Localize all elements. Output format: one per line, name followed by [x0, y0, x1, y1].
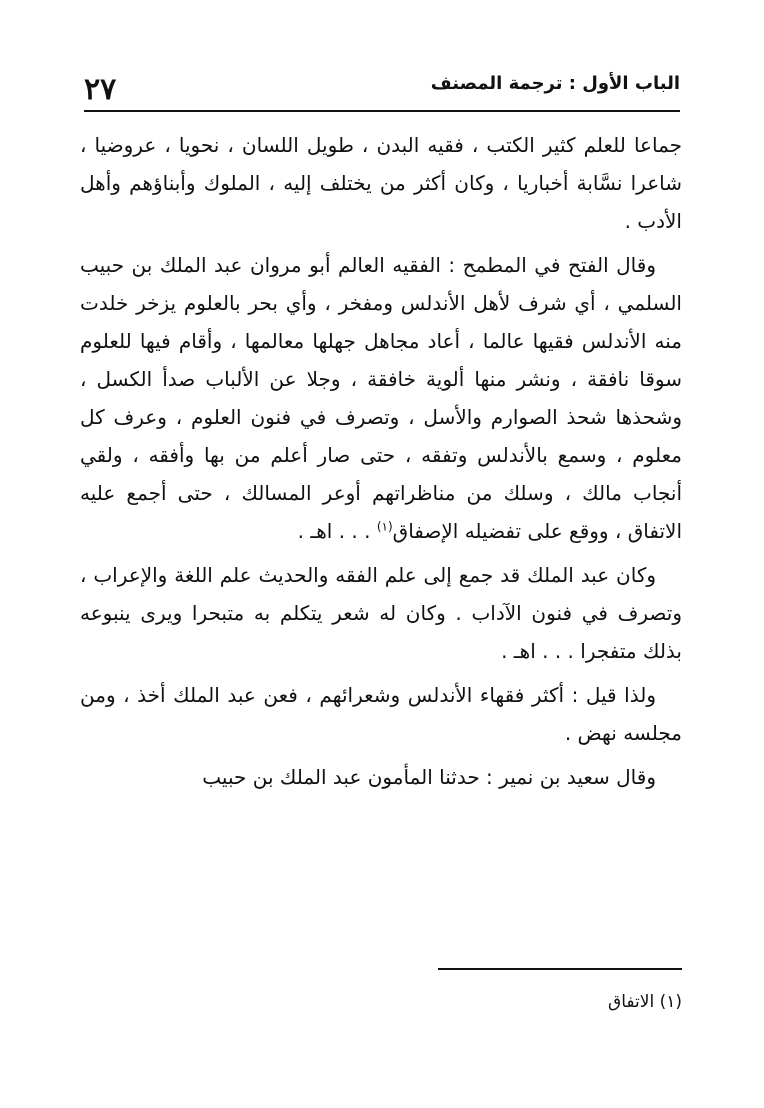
main-text — [80, 126, 682, 802]
paragraph-2 — [80, 246, 682, 550]
paragraph-4: ولذا قيل : أكثر فقهاء الأندلس وشعرائهم ، فعن عبد الملك أخذ ، ومن مجلسه نهض . — [80, 683, 682, 745]
header-rule — [84, 110, 680, 112]
paragraph-2-text: وقال الفتح في المطمح : الفقيه العالم أبو مروان عبد الملك بن حبيب السلمي ، أي شرف لأهل الأندلس ومفخر ، وأي بحر بالعلوم يزخر خلدت منه الأندلس فقيها عالما ، أعاد مجاهل جهلها معالمها ، وأقام فيها للعلوم سوقا نافقة ، ونشر منها ألوية خافقة ، وجلا عن الألباب صدأ الكسل ، وشحذها شحذ الصوارم والأسل ، وتصرف في فنون العلوم ، وعرف كل معلوم ، وسمع بالأندلس وتفقه ، حتى صار أعلم من بها وأفقه ، ولقي أنجاب مالك ، وسلك من مناظراتهم أوعر المسالك ، حتى أجمع عليه الاتفاق ، ووقع على تفضيله الإصفاق — [80, 253, 682, 543]
page-number: ٢٧ — [84, 72, 117, 107]
running-title: الباب الأول : ترجمة المصنف — [430, 73, 680, 94]
footnote — [400, 988, 682, 1016]
footnote-marker: (١) — [659, 992, 682, 1012]
page-header — [84, 64, 680, 112]
paragraph-1: جماعا للعلم كثير الكتب ، فقيه البدن ، طويل اللسان ، نحويا ، عروضيا ، شاعرا نسَّابة أخباريا ، وكان أكثر من يختلف إليه ، الملوك وأبناؤهم وأهل الأدب . — [80, 133, 682, 233]
footnote-reference: (١) — [376, 519, 393, 534]
paragraph-5: وقال سعيد بن نمير : حدثنا المأمون عبد الملك بن حبيب — [202, 765, 656, 789]
paragraph-3: وكان عبد الملك قد جمع إلى علم الفقه والحديث علم اللغة والإعراب ، وتصرف في فنون الآداب . وكان له شعر يتكلم به متبحرا ويرى ينبوعه بذلك متفجرا . . . اهـ . — [80, 563, 682, 663]
footnote-text: الاتفاق — [608, 992, 655, 1012]
footnote-rule — [438, 968, 682, 970]
paragraph-2-tail: . . . اهـ . — [297, 519, 377, 543]
